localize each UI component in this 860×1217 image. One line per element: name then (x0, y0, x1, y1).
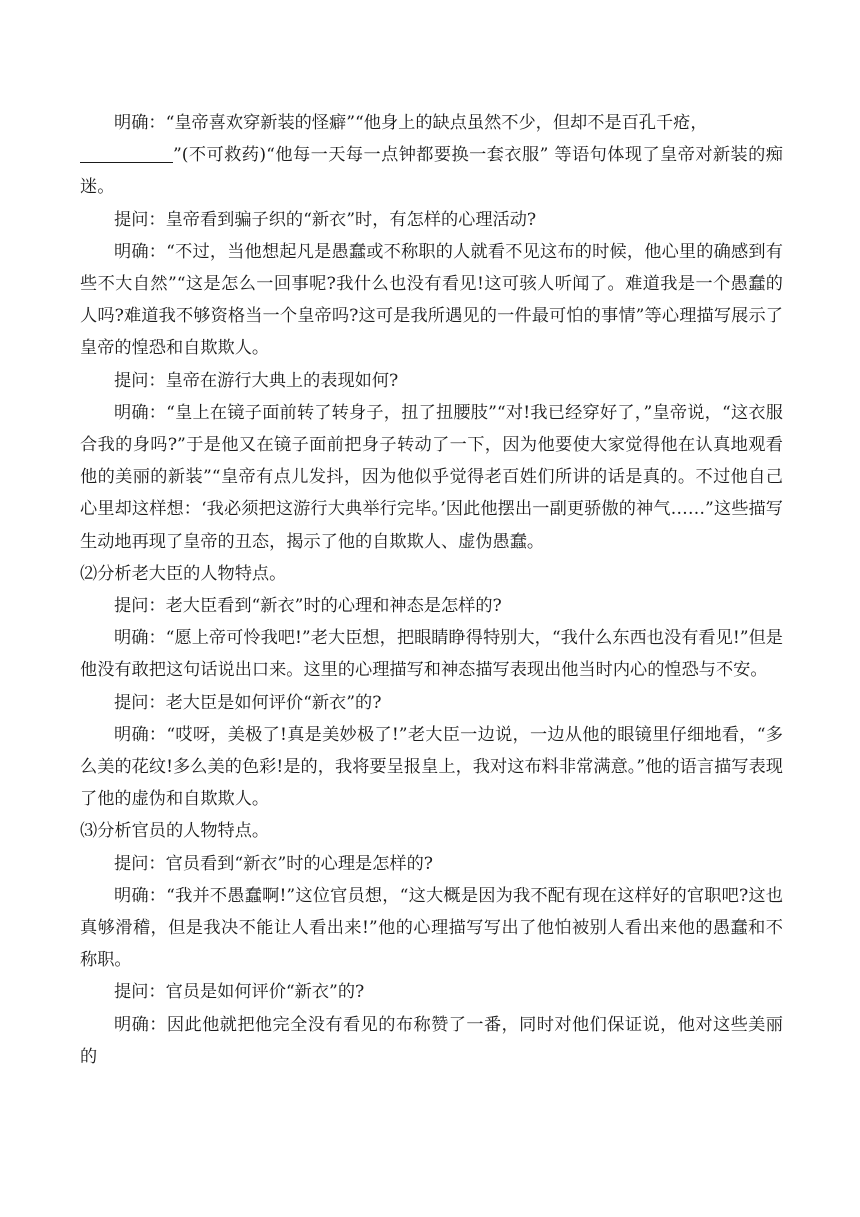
section-heading-old-minister: ⑵分析老大臣的人物特点。 (80, 563, 287, 584)
paragraph-answer: 明确：“不过，当他想起凡是愚蠢或不称职的人就看不见这布的时候，他心里的确感到有些不大自然”“这是怎么一回事呢?我什么也没有看见!这可骇人听闻了。难道我是一个愚蠢的人吗?难道我不够资格当一个皇帝吗?这可是我所遇见的一件最可怕的事情”等心理描写展示了皇帝的惶恐和自欺欺人。 (80, 241, 783, 359)
paragraph-question: 提问：老大臣是如何评价“新衣”的? (114, 692, 382, 713)
document-page (80, 107, 783, 1073)
paragraph-question: 提问：老大臣看到“新衣”时的心理和神态是怎样的? (114, 596, 502, 617)
paragraph-question: 提问：皇帝在游行大典上的表现如何? (114, 370, 399, 391)
paragraph-answer: 明确：“我并不愚蠢啊!”这位官员想，“这大概是因为我不配有现在这样好的官职吧?这也真够滑稽，但是我决不能让人看出来!”他的心理描写写出了他怕被别人看出来他的愚蠢和不称职。 (80, 885, 783, 971)
paragraph-answer: 明确：“皇上在镜子面前转了转身子，扭了扭腰肢”“对!我已经穿好了，”皇帝说，“这衣服合我的身吗?”于是他又在镜子面前把身子转动了一下，因为他要使大家觉得他在认真地观看他的美丽的新装”“皇帝有点儿发抖，因为他似乎觉得老百姓们所讲的话是真的。不过他自己心里却这样想：‘我必须把这游行大典举行完毕。’因此他摆出一副更骄傲的神气……”这些描写生动地再现了皇帝的丑态，揭示了他的自欺欺人、虚伪愚蠢。 (80, 402, 783, 552)
paragraph-question: 提问：官员看到“新衣”时的心理是怎样的? (114, 853, 433, 874)
section-heading-official: ⑶分析官员的人物特点。 (80, 821, 270, 842)
paragraph-answer: 明确：“哎呀，美极了!真是美妙极了!”老大臣一边说，一边从他的眼镜里仔细地看，“多么美的花纹!多么美的色彩!是的，我将要呈报皇上，我对这布料非常满意。”他的语言描写表现了他的虚伪和自欺欺人。 (80, 724, 783, 810)
paragraph-text: 明确：“皇帝喜欢穿新装的怪癖”“他身上的缺点虽然不少，但却不是百孔千疮， (114, 113, 708, 133)
paragraph-answer: 明确：因此他就把他完全没有看见的布称赞了一番，同时对他们保证说，他对这些美丽的 (80, 1014, 783, 1067)
paragraph-answer-emperor-obsession (80, 107, 783, 204)
paragraph-question: 提问：官员是如何评价“新衣”的? (114, 982, 365, 1003)
paragraph-question: 提问：皇帝看到骗子织的“新衣”时，有怎样的心理活动? (114, 209, 537, 230)
fill-in-blank (80, 145, 173, 163)
paragraph-text: ”(不可救药)“他每一天每一点钟都要换一套衣服” 等语句体现了皇帝对新装的痴迷。 (80, 145, 783, 198)
paragraph-answer: 明确：“愿上帝可怜我吧!”老大臣想，把眼睛睁得特别大，“我什么东西也没有看见!”但是他没有敢把这句话说出口来。这里的心理描写和神态描写表现出他当时内心的惶恐与不安。 (80, 628, 783, 681)
